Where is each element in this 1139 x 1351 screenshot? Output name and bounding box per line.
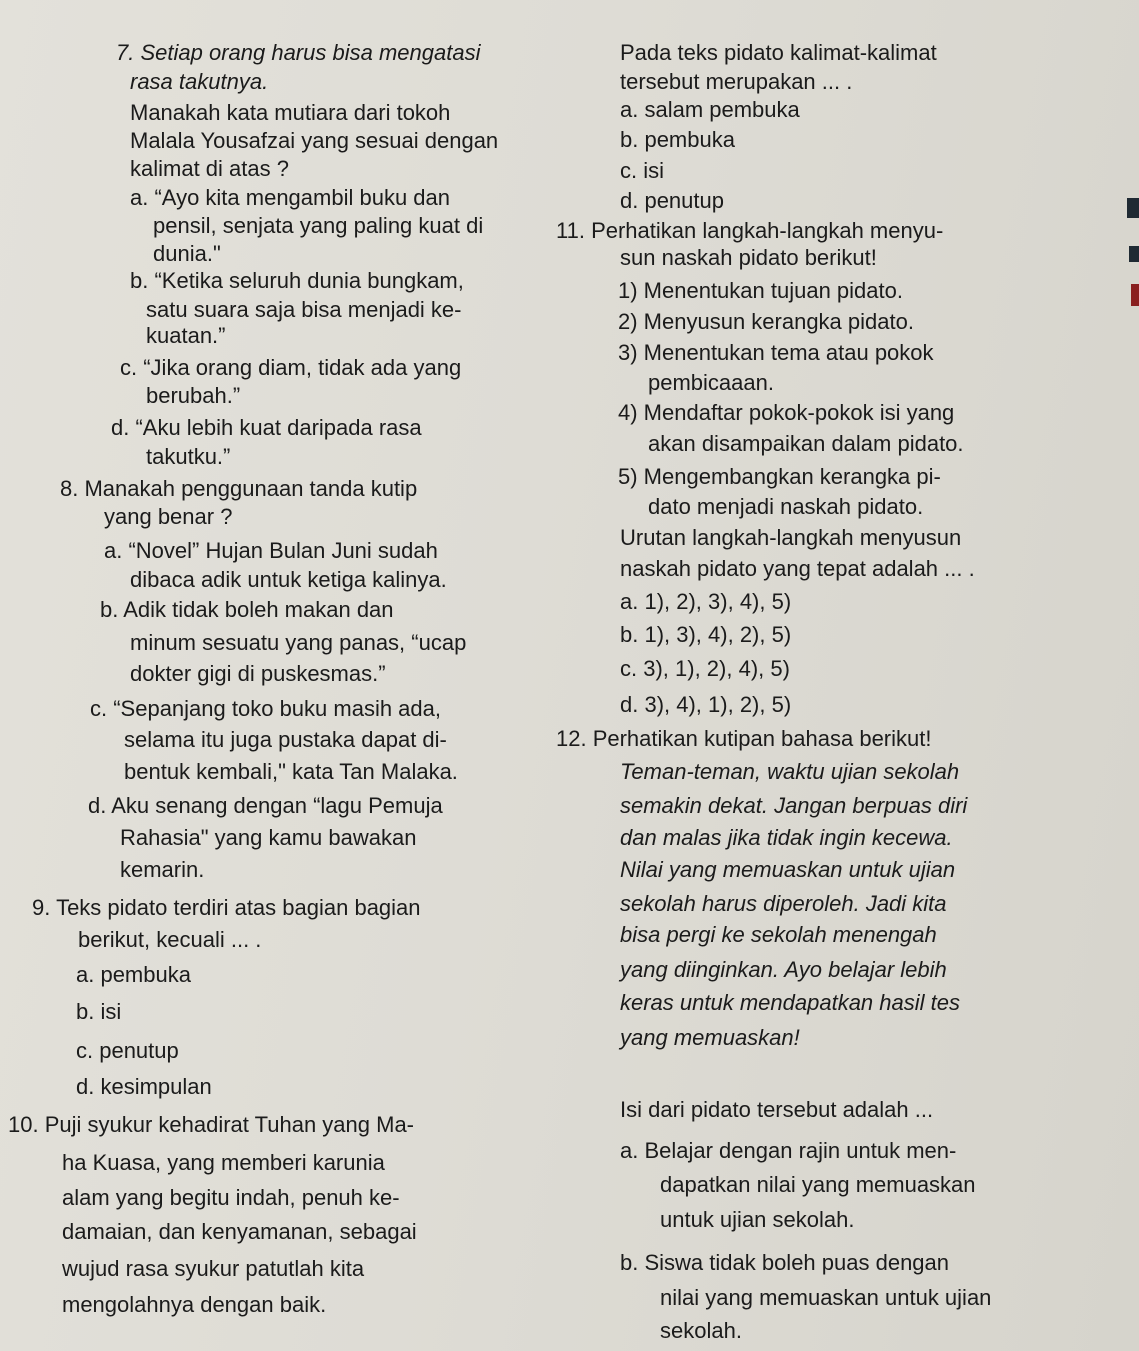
- q11-option-a: a. 1), 2), 3), 4), 5): [620, 589, 792, 614]
- q12-quote-line: yang memuaskan!: [620, 1025, 800, 1050]
- q11-step: akan disampaikan dalam pidato.: [648, 431, 964, 456]
- q12-question-line: Isi dari pidato tersebut adalah ...: [620, 1097, 934, 1122]
- q9-option-b: b. isi: [76, 999, 122, 1024]
- q10-stem-line: ha Kuasa, yang memberi karunia: [62, 1150, 385, 1175]
- q10-cont-stem-line: tersebut merupakan ... .: [620, 69, 853, 94]
- q11-step: 2) Menyusun kerangka pidato.: [618, 309, 914, 334]
- q10-stem-line: mengolahnya dengan baik.: [62, 1292, 327, 1317]
- q8-option-c: bentuk kembali," kata Tan Malaka.: [124, 759, 458, 784]
- q10-option-a: a. salam pembuka: [620, 97, 800, 122]
- q10-stem-line: 10. Puji syukur kehadirat Tuhan yang Ma-: [8, 1112, 415, 1137]
- q11-step: 4) Mendaftar pokok-pokok isi yang: [618, 400, 955, 425]
- q8-option-d: d. Aku senang dengan “lagu Pemuja: [88, 793, 443, 818]
- q11-stem-line: 11. Perhatikan langkah-langkah menyu-: [556, 218, 944, 243]
- q8-option-a: a. “Novel” Hujan Bulan Juni sudah: [104, 538, 438, 563]
- q8-option-b: b. Adik tidak boleh makan dan: [100, 597, 394, 622]
- q7-stem-line: 7. Setiap orang harus bisa mengatasi: [116, 40, 481, 65]
- q10-option-b: b. pembuka: [620, 127, 735, 152]
- page-edge: [1131, 284, 1139, 306]
- q12-stem-line: 12. Perhatikan kutipan bahasa berikut!: [556, 726, 932, 751]
- q8-stem-line: yang benar ?: [104, 504, 233, 529]
- q12-option-a: a. Belajar dengan rajin untuk men-: [620, 1138, 957, 1163]
- q7-option-a: pensil, senjata yang paling kuat di: [153, 213, 484, 238]
- q10-stem-line: damaian, dan kenyamanan, sebagai: [62, 1219, 417, 1244]
- q7-stem-line: kalimat di atas ?: [130, 156, 289, 181]
- q11-option-c: c. 3), 1), 2), 4), 5): [620, 656, 790, 681]
- q9-stem-line: 9. Teks pidato terdiri atas bagian bagian: [32, 895, 421, 920]
- q12-option-a: dapatkan nilai yang memuaskan: [660, 1172, 976, 1197]
- q12-quote-line: semakin dekat. Jangan berpuas diri: [620, 793, 968, 818]
- q11-step: dato menjadi naskah pidato.: [648, 494, 924, 519]
- q7-option-b: satu suara saja bisa menjadi ke-: [146, 297, 462, 322]
- q12-quote-line: bisa pergi ke sekolah menengah: [620, 922, 937, 947]
- page-edge: [1127, 198, 1139, 218]
- q7-option-d: d. “Aku lebih kuat daripada rasa: [111, 415, 422, 440]
- q7-stem-line: Malala Yousafzai yang sesuai dengan: [130, 128, 499, 153]
- q7-option-c: c. “Jika orang diam, tidak ada yang: [120, 355, 462, 380]
- q8-option-c: selama itu juga pustaka dapat di-: [124, 727, 447, 752]
- q8-option-c: c. “Sepanjang toko buku masih ada,: [90, 696, 442, 721]
- q11-step: pembicaaan.: [648, 370, 774, 395]
- q8-option-b: dokter gigi di puskesmas.”: [130, 661, 386, 686]
- q10-stem-line: wujud rasa syukur patutlah kita: [62, 1256, 365, 1281]
- q8-option-d: kemarin.: [120, 857, 205, 882]
- q8-option-d: Rahasia" yang kamu bawakan: [120, 825, 417, 850]
- q10-option-c: c. isi: [620, 158, 664, 183]
- q11-question-line: Urutan langkah-langkah menyusun: [620, 525, 962, 550]
- q11-option-d: d. 3), 4), 1), 2), 5): [620, 692, 792, 717]
- q9-stem-line: berikut, kecuali ... .: [78, 927, 262, 952]
- q7-option-a: a. “Ayo kita mengambil buku dan: [130, 185, 450, 210]
- q8-option-a: dibaca adik untuk ketiga kalinya.: [130, 567, 447, 592]
- q11-step: 5) Mengembangkan kerangka pi-: [618, 464, 941, 489]
- q12-quote-line: Teman-teman, waktu ujian sekolah: [620, 759, 960, 784]
- q12-option-b: sekolah.: [660, 1318, 742, 1343]
- q10-cont-stem-line: Pada teks pidato kalimat-kalimat: [620, 40, 937, 65]
- q11-step: 3) Menentukan tema atau pokok: [618, 340, 934, 365]
- q12-quote-line: dan malas jika tidak ingin kecewa.: [620, 825, 953, 850]
- q7-option-b: b. “Ketika seluruh dunia bungkam,: [130, 268, 464, 293]
- q7-stem-line: rasa takutnya.: [130, 69, 269, 94]
- q11-option-b: b. 1), 3), 4), 2), 5): [620, 622, 792, 647]
- q10-option-d: d. penutup: [620, 188, 724, 213]
- q7-option-b: kuatan.”: [146, 323, 226, 348]
- q12-quote-line: sekolah harus diperoleh. Jadi kita: [620, 891, 947, 916]
- q9-option-d: d. kesimpulan: [76, 1074, 212, 1099]
- q7-option-d: takutku.”: [146, 444, 231, 469]
- q12-option-b: nilai yang memuaskan untuk ujian: [660, 1285, 992, 1310]
- q7-stem-line: Manakah kata mutiara dari tokoh: [130, 100, 451, 125]
- q7-option-c: berubah.”: [146, 383, 241, 408]
- q9-option-a: a. pembuka: [76, 962, 191, 987]
- q8-option-b: minum sesuatu yang panas, “ucap: [130, 630, 467, 655]
- q9-option-c: c. penutup: [76, 1038, 179, 1063]
- q11-step: 1) Menentukan tujuan pidato.: [618, 278, 903, 303]
- q12-quote-line: yang diinginkan. Ayo belajar lebih: [620, 957, 947, 982]
- q8-stem-line: 8. Manakah penggunaan tanda kutip: [60, 476, 418, 501]
- q12-quote-line: Nilai yang memuaskan untuk ujian: [620, 857, 956, 882]
- q10-stem-line: alam yang begitu indah, penuh ke-: [62, 1185, 400, 1210]
- q12-option-b: b. Siswa tidak boleh puas dengan: [620, 1250, 950, 1275]
- q12-quote-line: keras untuk mendapatkan hasil tes: [620, 990, 960, 1015]
- q7-option-a: dunia.": [153, 241, 221, 266]
- q11-stem-line: sun naskah pidato berikut!: [620, 245, 877, 270]
- page-edge: [1129, 246, 1139, 262]
- q12-option-a: untuk ujian sekolah.: [660, 1207, 855, 1232]
- q11-question-line: naskah pidato yang tepat adalah ... .: [620, 556, 975, 581]
